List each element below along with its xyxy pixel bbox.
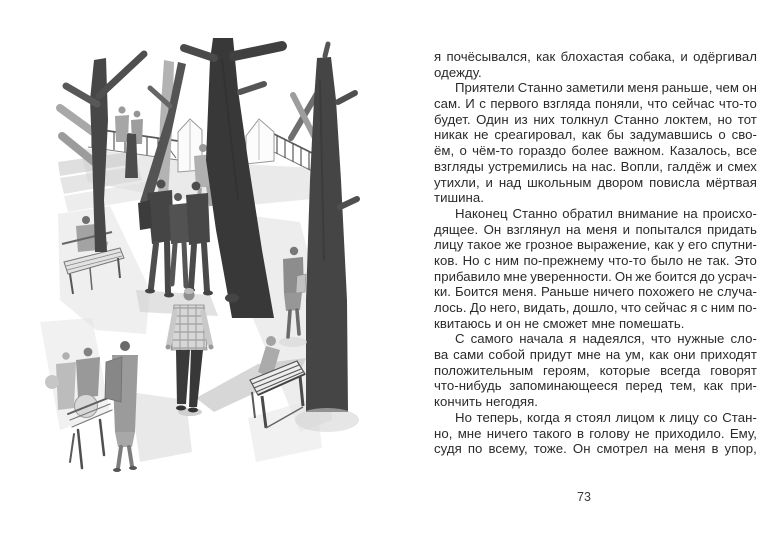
text-line: дящее. Он взглянул на меня и попытался придать [434,221,757,237]
text-line: С самого начала я надеялся, что нужные сло- [455,331,757,347]
text-line: что-нибудь запоминающееся перед тем, как при- [434,378,757,394]
text-line: лось. До него, видать, дошло, что сейчас я с ним по- [434,300,757,315]
text-line: будет. Один из них толкнул Станно локтем, но тот [434,111,757,127]
text-line: лицу такое же грозное выражение, как у его спутни- [434,237,757,253]
text-line: положительным героям, которые всегда говорят [434,362,757,378]
text-line: Но теперь, когда я стоял лицом к лицу со Стан- [455,409,757,425]
text-line: судя по всему, тоже. Он смотрел на меня в упор, [434,441,757,457]
text-line: ём, о чём-то гораздо более важном. Казалось, все [434,143,757,159]
text-line: никак не среагировал, как бы задумавшись о сво- [434,127,757,143]
text-line: кончить негодяя. [434,394,538,410]
text-line: я почёсывался, как блохастая собака, и одёргивал [434,49,757,64]
text-line: прибавило мне уверенности. Он же боится до усрач- [434,268,757,284]
text-line: тишина. [434,190,484,206]
text-line: ков. Но с ним по-прежнему что-то было не так. Это [434,252,757,268]
text-line: одежду. [434,64,482,80]
text-line: Наконец Станно обратил внимание на происхо- [455,205,757,221]
text-line: взгляды устремились на нас. Вопли, галдёж и смех [434,158,757,174]
text-line: ки. Боится меня. Раньше ничего похожего не случа- [434,284,757,300]
text-column [434,49,757,457]
page-number: 73 [577,490,591,504]
text-line: квитаюсь и он не сможет мне помешать. [434,315,685,331]
text-line: утихли, и над школьным двором повисла мёртвая [434,174,757,190]
text-line: но, мне ничего такого в голову не приходило. Ему, [434,425,757,441]
text-line: ва сами собой придут мне на ум, как они приходят [434,347,757,363]
text-line: Приятели Станно заметили меня раньше, чем он [455,80,757,96]
text-line: сам. И с первого взгляда поняли, что сейчас что-то [434,96,757,112]
